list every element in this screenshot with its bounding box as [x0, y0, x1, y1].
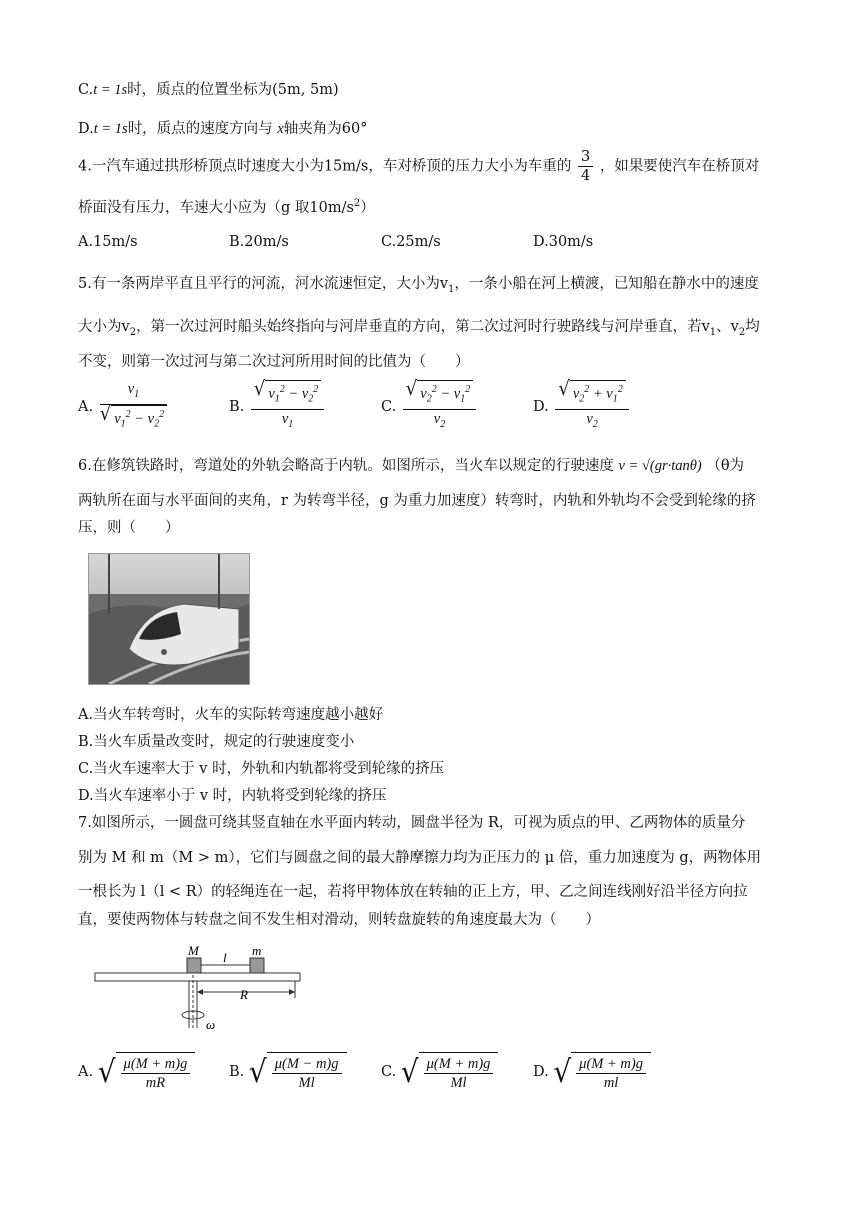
q5-stem-line3: 不变，则第一次过河与第二次过河所用时间的比值为（ ） — [78, 354, 470, 370]
label-R: R — [240, 987, 248, 1002]
q7-stem-line2: 别为 M 和 m（M > m），它们与圆盘之间的最大静摩擦力均为正压力的 μ 倍，重力加速度为 g，两物体用 — [78, 850, 762, 866]
q7-option-b: B. √ $\frac{\mu(M - m)g}{Ml}$ — [229, 1052, 347, 1092]
q7-option-d: D. √ $\frac{\mu(M + m)g}{ml}$ — [533, 1052, 651, 1092]
label-M: M — [188, 943, 199, 958]
q7-option-c: C. √ $\frac{\mu(M + m)g}{Ml}$ — [381, 1052, 498, 1092]
q6-stem-line2: 两轨所在面与水平面间的夹角，r 为转弯半径，g 为重力加速度）转弯时，内轨和外轨均不会受到轮缘的挤 — [78, 493, 756, 509]
q5-option-c: C. √ $v_2^2 - v_1^2$ $v_2$ — [381, 380, 478, 434]
q7-stem-line4: 直，要使两物体与转盘之间不发生相对滑动，则转盘旋转的角速度最大为（ ） — [78, 912, 600, 928]
q6-option-c: C.当火车速率大于 v 时，外轨和内轨都将受到轮缘的挤压 — [78, 761, 445, 777]
q7-stem-line3: 一根长为 l（l < R）的轻绳连在一起，若将甲物体放在转轴的正上方，甲、乙之间连线刚好沿半径方向拉 — [78, 884, 748, 900]
q7-option-a: A. √ $\frac{\mu(M + m)g}{mR}$ — [78, 1052, 195, 1092]
q4-fraction: $\frac{3}{4}$ — [578, 148, 593, 185]
label-l: l — [223, 950, 227, 965]
q6-option-d: D.当火车速率小于 v 时，内轨将受到轮缘的挤压 — [78, 788, 387, 804]
q5-stem-line1: 5.有一条两岸平直且平行的河流，河水流速恒定，大小为$v_1$，一条小船在河上横渡，已知船在静水中的速度 — [78, 276, 759, 295]
q4-option-b: B.20m/s — [229, 234, 289, 250]
q7-stem-line1: 7.如图所示，一圆盘可绕其竖直轴在水平面内转动，圆盘半径为 R，可视为质点的甲、乙两物体的质量分 — [78, 815, 746, 831]
q6-formula: v = √(gr·tanθ) — [618, 458, 702, 474]
q6-stem-line3: 压，则（ ） — [78, 520, 180, 536]
q5-option-d: D. √ $v_2^2 + v_1^2$ $v_2$ — [533, 380, 631, 434]
q6-option-b: B.当火车质量改变时，规定的行驶速度变小 — [78, 734, 355, 750]
q3-option-c: C.t = 1s时，质点的位置坐标为(5m, 5m) — [78, 82, 339, 98]
q6-stem-line1: 6.在修筑铁路时，弯道处的外轨会略高于内轨。如图所示，当火车以规定的行驶速度 v = √(gr·tanθ) （θ为 — [78, 458, 745, 474]
q4-option-d: D.30m/s — [533, 234, 594, 250]
label-omega: ω — [206, 1017, 216, 1030]
q5-option-a: A. $v_1$ √ $v_1^2 - v_2^2$ — [78, 380, 169, 434]
train-photo — [88, 553, 250, 685]
label-m: m — [252, 943, 262, 958]
q5-stem-line2: 大小为$v_2$，第一次过河时船头始终指向与河岸垂直的方向，第二次过河时行驶路线与河岸垂直，若$v_1$、$v_2$均 — [78, 319, 760, 338]
q6-option-a: A.当火车转弯时，火车的实际转弯速度越小越好 — [78, 707, 384, 723]
turntable-diagram — [90, 940, 305, 1030]
q5-option-b: B. √ $v_1^2 - v_2^2$ $v_1$ — [229, 380, 326, 434]
q4-option-a: A.15m/s — [78, 234, 138, 250]
q4-stem-line2: 桥面没有压力，车速大小应为（g 取$10m/s^2$） — [78, 198, 375, 216]
q4-stem-line1: 4.一汽车通过拱形桥顶点时速度大小为15m/s，车对桥顶的压力大小为车重的 $\frac{3}{4}$ ，如果要使汽车在桥顶对 — [78, 149, 760, 184]
q4-option-c: C.25m/s — [381, 234, 441, 250]
q3-option-d: D.t = 1s时，质点的速度方向与 x轴夹角为60° — [78, 121, 368, 137]
